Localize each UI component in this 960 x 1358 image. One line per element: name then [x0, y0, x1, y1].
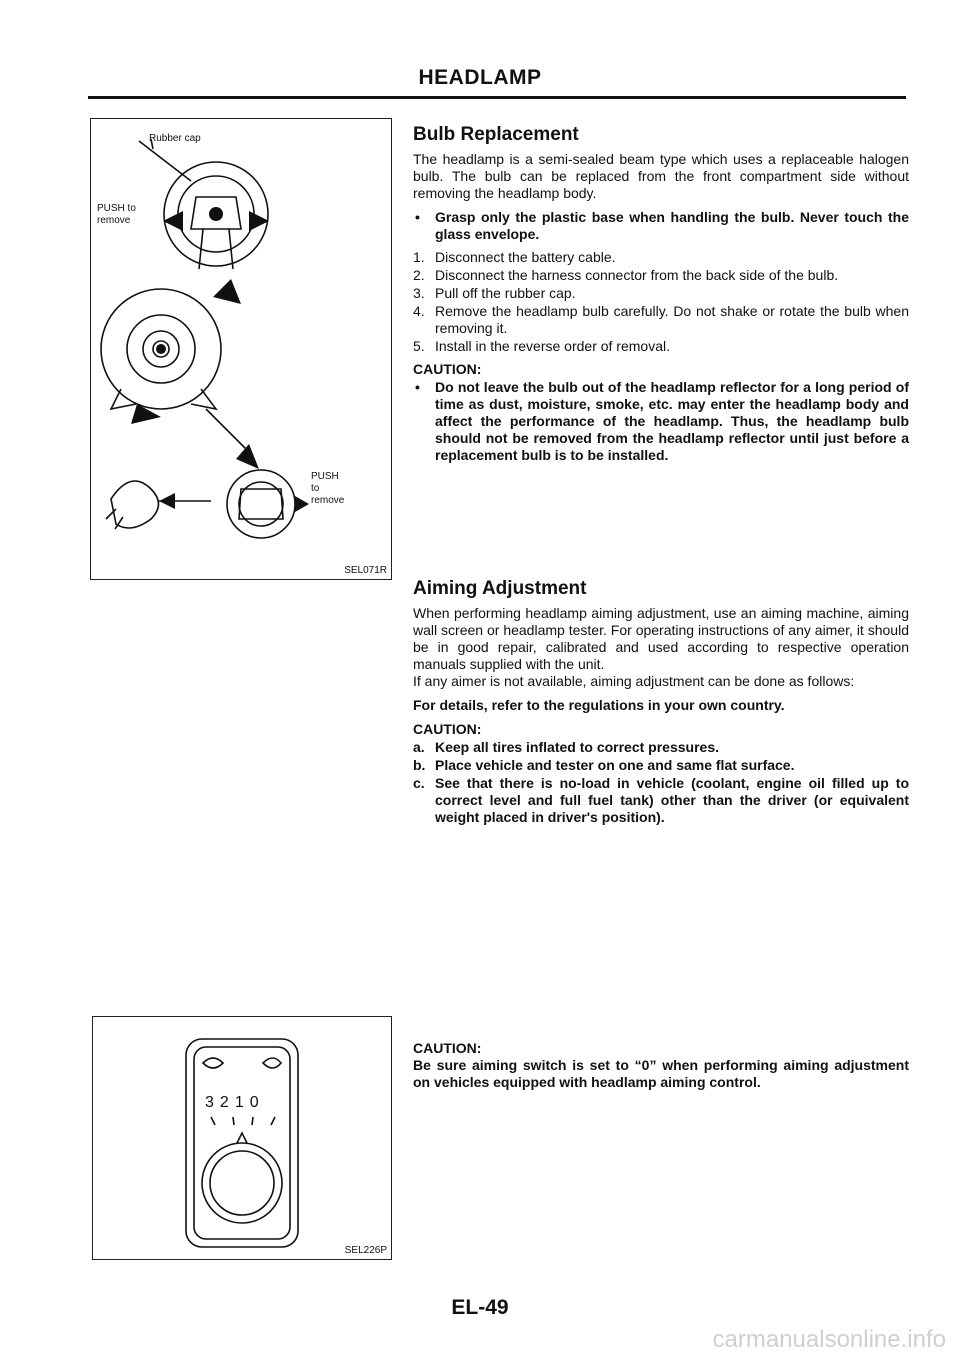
section-heading: Bulb Replacement: [413, 124, 579, 145]
caution-label: CAUTION:: [413, 361, 482, 377]
aiming-paragraph-1: When performing headlamp aiming adjustment, use an aiming machine, aiming wall screen or headlamp tester. For operating instructions of any aimer, it should be in good repair, calibrated and used according to respective operation manuals supplied with the unit.: [413, 605, 909, 672]
page-title: HEADLAMP: [418, 66, 542, 89]
caution-text: Be sure aiming switch is set to “0” when performing aiming adjustment on vehicles equipped with headlamp aiming control.: [413, 1057, 909, 1090]
remove-label-2: remove: [311, 495, 345, 506]
rubber-cap-label: Rubber cap: [149, 133, 201, 144]
bulb-replacement-drawing: [91, 119, 391, 579]
intro-paragraph: The headlamp is a semi-sealed beam type which uses a replaceable halogen bulb. The bulb can be replaced from the front compartment side without removing the headlamp body.: [413, 151, 909, 201]
aiming-paragraph-2: If any aimer is not available, aiming adjustment can be done as follows:: [413, 673, 855, 689]
step-item: 2. Disconnect the harness connector from the back side of the bulb.: [413, 267, 839, 283]
caution-label: CAUTION:: [413, 721, 482, 737]
push-to-label: PUSH to: [97, 203, 136, 214]
aiming-switch-drawing: [93, 1017, 391, 1259]
caution-bullet: • Do not leave the bulb out of the headlamp reflector for a long period of time as dust, moisture, smoke, etc. may enter the headlamp body and affect the performance of the headlamp. Thus, the headlamp bulb should not be removed from the headlamp reflector until just before a replacement bulb is to be installed.: [415, 379, 909, 463]
figure-code: SEL071R: [344, 565, 387, 576]
section-heading: Aiming Adjustment: [413, 578, 587, 599]
figure-code: SEL226P: [344, 1245, 387, 1256]
caution-item: c. See that there is no-load in vehicle (coolant, engine oil filled up to correct level and full fuel tank) other than the driver (or equivalent weight placed in driver's position).: [413, 775, 909, 825]
details-note: For details, refer to the regulations in your own country.: [413, 697, 785, 713]
steps-list: [413, 249, 909, 355]
bulb-replacement-figure: [90, 118, 392, 580]
switch-position-labels: 3210: [205, 1094, 265, 1111]
step-item: 4. Remove the headlamp bulb carefully. Do not shake or rotate the bulb when removing it.: [413, 303, 909, 336]
watermark: carmanualsonline.info: [712, 1326, 946, 1353]
step-item: 1. Disconnect the battery cable.: [413, 249, 616, 265]
caution-label: CAUTION:: [413, 1040, 482, 1056]
to-label-2: to: [311, 483, 320, 494]
remove-label: remove: [97, 215, 131, 226]
aiming-adjustment-section: [413, 580, 909, 832]
bullet-item: • Grasp only the plastic base when handling the bulb. Never touch the glass envelope.: [415, 209, 909, 242]
caution-item: b. Place vehicle and tester on one and same flat surface.: [413, 757, 795, 773]
caution-item: a. Keep all tires inflated to correct pressures.: [413, 739, 719, 755]
step-item: 5. Install in the reverse order of removal.: [413, 338, 670, 354]
bulb-replacement-section: [413, 126, 909, 470]
caution-list: [413, 739, 909, 826]
aiming-switch-caution: [413, 1040, 909, 1098]
page-number: EL-49: [451, 1296, 509, 1319]
step-item: 3. Pull off the rubber cap.: [413, 285, 576, 301]
aiming-switch-figure: [92, 1016, 392, 1260]
push-label-2: PUSH: [311, 471, 339, 482]
title-rule: [88, 96, 906, 99]
